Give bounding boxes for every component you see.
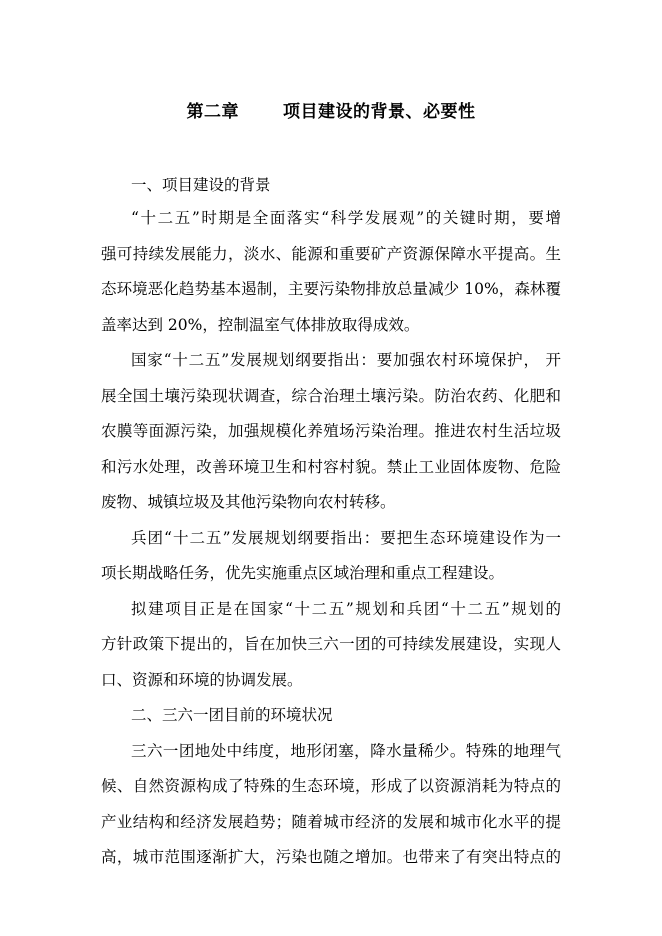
paragraph-line: 农膜等面源污染，加强规模化养殖场污染治理。推进农村生活垃圾 bbox=[101, 422, 561, 440]
paragraph-line: 高，城市范围逐渐扩大，污染也随之增加。也带来了有突出特点的 bbox=[101, 848, 561, 866]
paragraph-line: 国家“十二五”发展规划纲要指出：要加强农村环境保护， 开 bbox=[131, 351, 561, 369]
chapter-number: 第二章 bbox=[186, 102, 239, 122]
paragraph-line: 项长期战略任务，优先实施重点区域治理和重点工程建设。 bbox=[101, 564, 505, 582]
section-heading: 一、项目建设的背景 bbox=[131, 176, 271, 194]
paragraph-line: 方针政策下提出的，旨在加快三六一团的可持续发展建设，实现人 bbox=[101, 635, 561, 653]
paragraph-line: 兵团“十二五”发展规划纲要指出：要把生态环境建设作为一 bbox=[131, 529, 561, 547]
chapter-heading: 项目建设的背景、必要性 bbox=[283, 102, 476, 122]
chapter-title bbox=[0, 97, 662, 122]
paragraph-line: 三六一团地处中纬度，地形闭塞，降水量稀少。特殊的地理气 bbox=[131, 742, 561, 760]
paragraph-line: 态环境恶化趋势基本遏制，主要污染物排放总量减少 10%，森林覆 bbox=[101, 280, 561, 298]
paragraph-line: 产业结构和经济发展趋势；随着城市经济的发展和城市化水平的提 bbox=[101, 813, 561, 831]
paragraph-line: “十二五”时期是全面落实“科学发展观”的关键时期，要增 bbox=[131, 209, 561, 227]
paragraph-line: 盖率达到 20%，控制温室气体排放取得成效。 bbox=[101, 316, 420, 334]
paragraph-line: 展全国土壤污染现状调查，综合治理土壤污染。防治农药、化肥和 bbox=[101, 387, 561, 405]
paragraph-line: 和污水处理，改善环境卫生和村容村貌。禁止工业固体废物、危险 bbox=[101, 458, 561, 476]
paragraph-line: 口、资源和环境的协调发展。 bbox=[101, 671, 303, 689]
paragraph-line: 候、自然资源构成了特殊的生态环境，形成了以资源消耗为特点的 bbox=[101, 777, 561, 795]
paragraph-line: 强可持续发展能力，淡水、能源和重要矿产资源保障水平提高。生 bbox=[101, 245, 561, 263]
section-heading: 二、三六一团目前的环境状况 bbox=[131, 706, 333, 724]
paragraph-line: 废物、城镇垃圾及其他污染物向农村转移。 bbox=[101, 493, 396, 511]
paragraph-line: 拟建项目正是在国家“十二五”规划和兵团“十二五”规划的 bbox=[131, 600, 561, 618]
